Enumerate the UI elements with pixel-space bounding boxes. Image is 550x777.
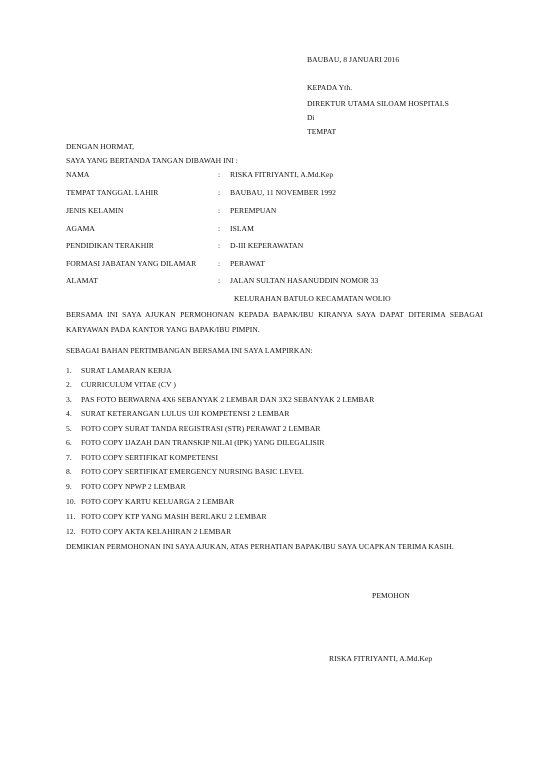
identity-label: NAMA [66,170,90,179]
attachment-number: 6. [66,438,72,447]
attachment-number: 8. [66,467,72,476]
recipient-line-2: DIREKTUR UTAMA SILOAM HOSPITALS [307,99,449,108]
attachment-number: 2. [66,380,72,389]
address-line-2: KELURAHAN BATULO KECAMATAN WOLIO [234,294,391,303]
attachment-number: 1. [66,366,72,375]
identity-row-gender [66,206,486,216]
attachment-text: CURRICULUM VITAE (CV ) [81,380,176,389]
identity-row-birth [66,188,486,198]
identity-row-name [66,170,486,180]
attachment-text: PAS FOTO BERWARNA 4X6 SEBANYAK 2 LEMBAR DAN 3X2 SEBANYAK 2 LEMBAR [81,395,375,404]
identity-colon: : [218,241,221,250]
attachment-text: SURAT LAMARAN KERJA [81,366,172,375]
identity-label: JENIS KELAMIN [66,206,124,215]
identity-value: PERAWAT [230,259,265,268]
identity-row-education [66,241,486,251]
identity-row-position [66,259,486,269]
body-paragraph: BERSAMA INI SAYA AJUKAN PERMOHONAN KEPADA BAPAK/IBU KIRANYA SAYA DAPAT DITERIMA SEBAGAI KARYAWAN PADA KANTOR YANG BAPAK/IBU PIMPIN. [66,310,483,334]
attachment-number: 9. [66,482,72,491]
identity-colon: : [218,170,221,179]
attachment-text: FOTO COPY SERTIFIKAT KOMPETENSI [81,453,219,462]
identity-colon: : [218,206,221,215]
attachment-text: FOTO COPY AKTA KELAHIRAN 2 LEMBAR [81,527,232,536]
attachment-number: 11. [66,512,76,521]
identity-value: BAUBAU, 11 NOVEMBER 1992 [230,188,336,197]
identity-colon: : [218,259,221,268]
recipient-line-4: TEMPAT [307,127,337,136]
attachment-text: FOTO COPY KARTU KELUARGA 2 LEMBAR [81,497,235,506]
identity-label: AGAMA [66,224,95,233]
recipient-line-1: KEPADA Yth. [307,83,353,92]
identity-label: FORMASI JABATAN YANG DILAMAR [66,259,197,268]
attachment-text: FOTO COPY KTP YANG MASIH BERLAKU 2 LEMBAR [81,512,267,521]
attachment-text: SURAT KETERANGAN LULUS UJI KOMPETENSI 2 LEMBAR [81,409,290,418]
attachment-number: 7. [66,453,72,462]
attachment-text: FOTO COPY SERTIFIKAT EMERGENCY NURSING BASIC LEVEL [81,467,304,476]
identity-label: TEMPAT TANGGAL LAHIR [66,188,159,197]
identity-colon: : [218,188,221,197]
place-date: BAUBAU, 8 JANUARI 2016 [307,55,400,64]
identity-value: PEREMPUAN [230,206,277,215]
attachment-number: 10. [66,497,76,506]
closing-paragraph: DEMIKIAN PERMOHONAN INI SAYA AJUKAN, ATAS PERHATIAN BAPAK/IBU SAYA UCAPKAN TERIMA KASIH. [66,542,454,551]
identity-colon: : [218,224,221,233]
identity-value: RISKA FITRIYANTI, A.Md.Kep [230,170,334,179]
attachment-text: FOTO COPY SURAT TANDA REGISTRASI (STR) PERAWAT 2 LEMBAR [81,424,321,433]
attachment-number: 4. [66,409,72,418]
identity-value: ISLAM [230,224,254,233]
intro-line: SAYA YANG BERTANDA TANGAN DIBAWAH INI : [66,156,238,165]
attachment-text: FOTO COPY IJAZAH DAN TRANSKIP NILAI (IPK) YANG DILEGALISIR [81,438,325,447]
identity-value: D-III KEPERAWATAN [230,241,304,250]
attachment-number: 3. [66,395,72,404]
identity-value: JALAN SULTAN HASANUDDIN NOMOR 33 [230,276,379,285]
identity-row-religion [66,224,486,234]
identity-row-address [66,276,486,286]
recipient-line-3: Di [307,113,315,122]
greeting: DENGAN HORMAT, [66,142,135,151]
attachment-number: 12. [66,527,76,536]
attachment-text: FOTO COPY NPWP 2 LEMBAR [81,482,186,491]
identity-label: PENDIDIKAN TERAKHIR [66,241,154,250]
attachments-intro: SEBAGAI BAHAN PERTIMBANGAN BERSAMA INI SAYA LAMPIRKAN: [66,346,313,355]
signature-role: PEMOHON [372,591,410,600]
identity-colon: : [218,276,221,285]
attachment-number: 5. [66,424,72,433]
identity-label: ALAMAT [66,276,98,285]
signature-name: RISKA FITRIYANTI, A.Md.Kep [329,654,433,663]
